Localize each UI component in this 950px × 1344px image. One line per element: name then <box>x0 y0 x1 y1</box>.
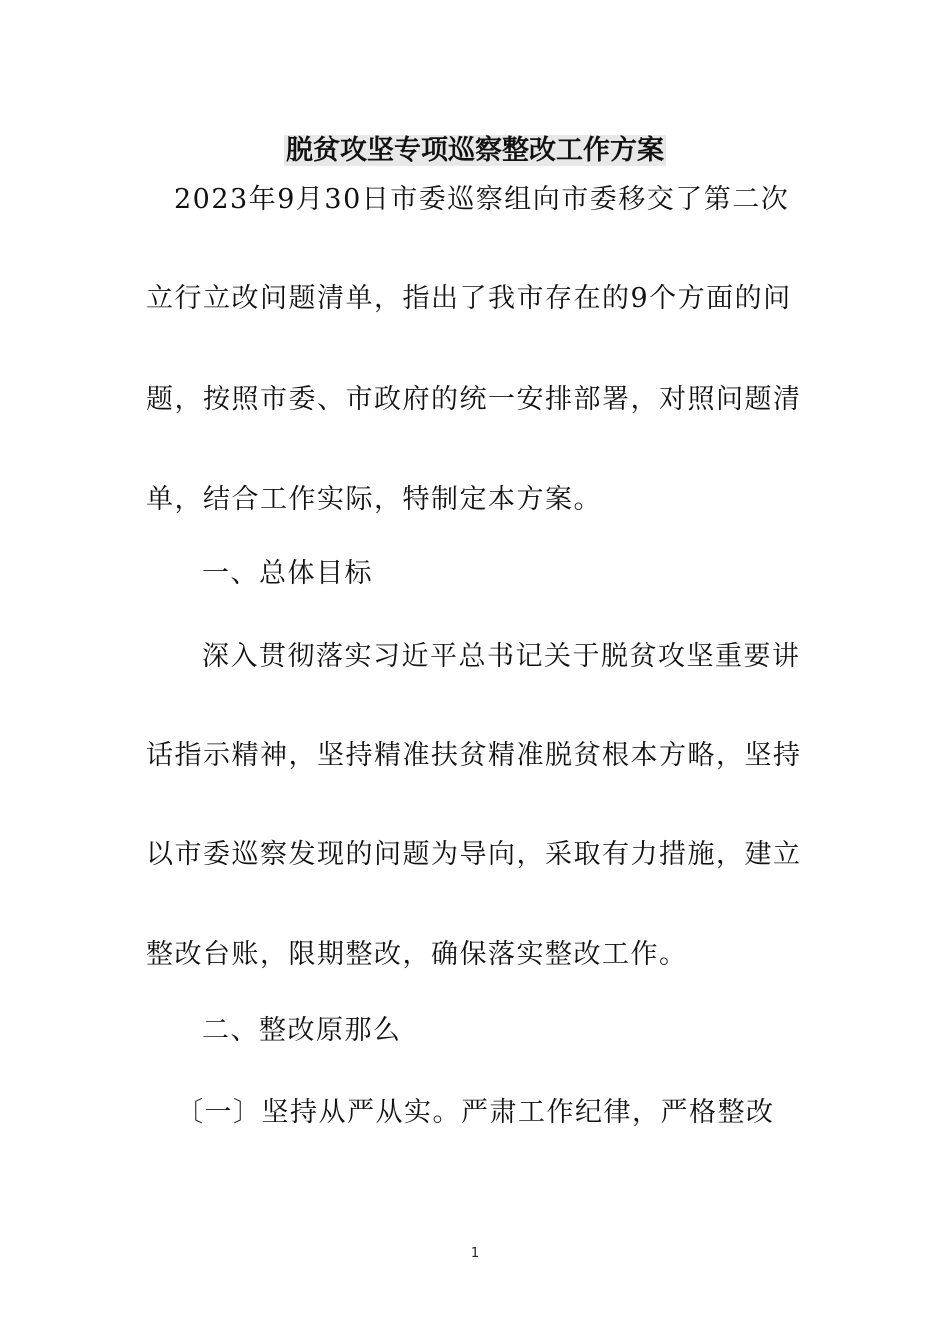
paragraph-line: 单，结合工作实际，特制定本方案。 <box>146 484 602 515</box>
section-heading: 二、整改原那么 <box>202 1015 402 1046</box>
paragraph-line: 题，按照市委、市政府的统一安排部署，对照问题清 <box>146 384 802 415</box>
document-title-text: 脱贫攻坚专项巡察整改工作方案 <box>286 135 664 166</box>
section-heading: 一、总体目标 <box>202 558 373 589</box>
paragraph-line: 立行立改问题清单，指出了我市存在的9个方面的问 <box>146 283 792 314</box>
paragraph-line: 深入贯彻落实习近平总书记关于脱贫攻坚重要讲 <box>202 641 801 672</box>
document-title <box>0 132 950 170</box>
paragraph-line: 整改台账，限期整改，确保落实整改工作。 <box>146 939 688 970</box>
paragraph-line: 以市委巡察发现的问题为导向，采取有力措施，建立 <box>146 839 802 870</box>
paragraph-line: 2023年9月30日市委巡察组向市委移交了第二次 <box>174 184 790 215</box>
paragraph-line: 话指示精神，坚持精准扶贫精准脱贫根本方略，坚持 <box>146 740 802 771</box>
paragraph-line: 〔一〕坚持从严从实。严肃工作纪律，严格整改 <box>176 1097 775 1128</box>
page-number: 1 <box>470 1246 480 1261</box>
